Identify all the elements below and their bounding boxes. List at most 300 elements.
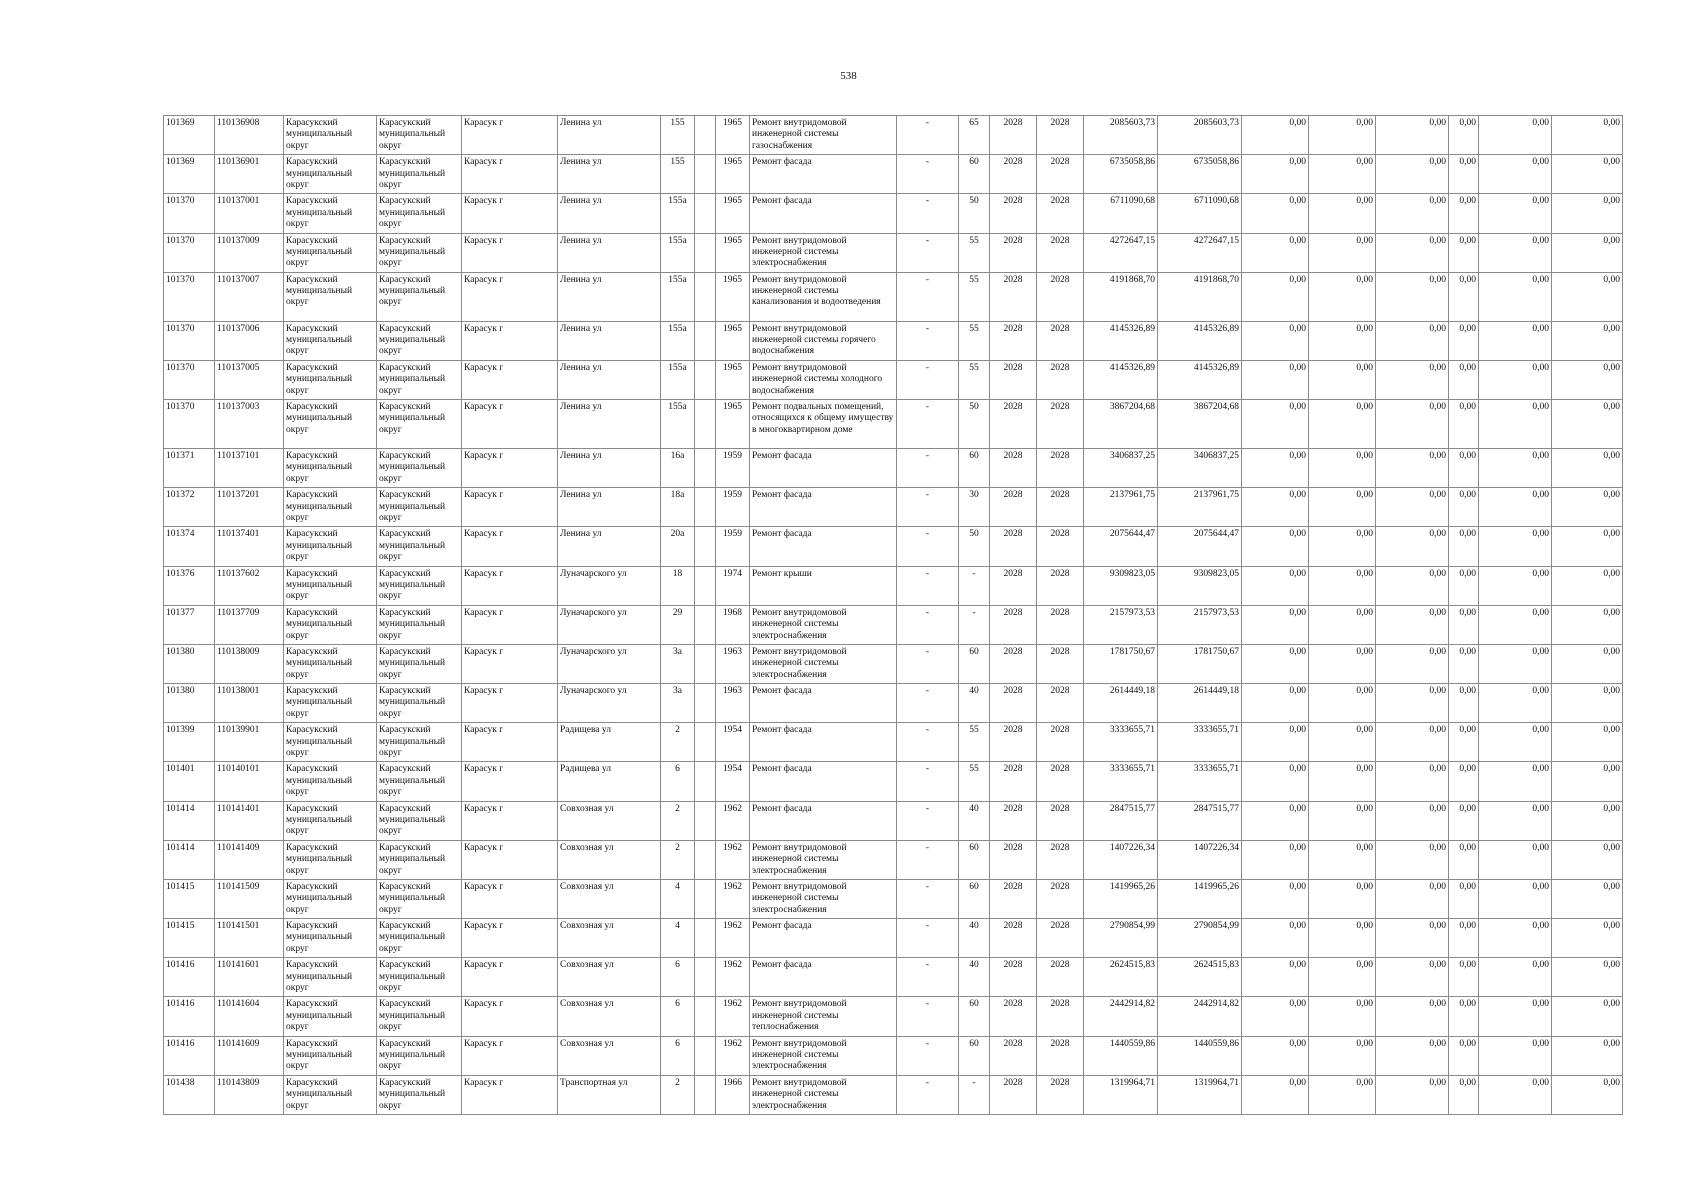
table-row [164, 321, 1623, 360]
cell-value-2: 0,00 [1309, 400, 1376, 449]
cell-value-4: 0,00 [1449, 566, 1479, 605]
cell-value-4: 0,00 [1449, 644, 1479, 683]
table-body [164, 116, 1623, 1115]
cell-cost-total: 3333655,71 [1084, 762, 1158, 801]
cell-value-6: 0,00 [1552, 194, 1623, 233]
cell-value-3: 0,00 [1376, 723, 1449, 762]
cell-blank [695, 449, 716, 488]
cell-value-3: 0,00 [1376, 194, 1449, 233]
cell-year-from: 2028 [990, 801, 1037, 840]
cell-wear: 50 [959, 400, 990, 449]
cell-town: Карасук г [462, 605, 558, 644]
cell-year-to: 2028 [1037, 723, 1084, 762]
cell-code: 110137201 [215, 488, 284, 527]
cell-value-1: 0,00 [1242, 155, 1309, 194]
cell-town: Карасук г [462, 997, 558, 1036]
cell-value-6: 0,00 [1552, 488, 1623, 527]
cell-dash: - [897, 400, 959, 449]
cell-value-2: 0,00 [1309, 449, 1376, 488]
cell-cost-fund: 3333655,71 [1158, 762, 1242, 801]
cell-value-6: 0,00 [1552, 605, 1623, 644]
cell-house: 155а [661, 321, 695, 360]
table-row [164, 1075, 1623, 1114]
cell-blank [695, 762, 716, 801]
cell-town: Карасук г [462, 801, 558, 840]
cell-year-from: 2028 [990, 840, 1037, 879]
cell-cost-fund: 4145326,89 [1158, 360, 1242, 399]
cell-dash: - [897, 360, 959, 399]
cell-year-to: 2028 [1037, 488, 1084, 527]
cell-value-2: 0,00 [1309, 801, 1376, 840]
cell-build-year: 1966 [716, 1075, 750, 1114]
cell-blank [695, 488, 716, 527]
cell-dash: - [897, 644, 959, 683]
cell-dash: - [897, 527, 959, 566]
cell-wear: 55 [959, 723, 990, 762]
cell-district: Карасукский муниципальный округ [284, 801, 377, 840]
cell-year-to: 2028 [1037, 116, 1084, 155]
cell-street: Ленина ул [558, 527, 661, 566]
cell-district: Карасукский муниципальный округ [284, 400, 377, 449]
cell-id: 101414 [164, 840, 215, 879]
cell-work-type: Ремонт внутридомовой инженерной системы электроснабжения [750, 879, 897, 918]
cell-value-5: 0,00 [1479, 879, 1552, 918]
table-row [164, 644, 1623, 683]
cell-build-year: 1965 [716, 400, 750, 449]
cell-value-4: 0,00 [1449, 840, 1479, 879]
cell-value-2: 0,00 [1309, 1075, 1376, 1114]
cell-build-year: 1954 [716, 762, 750, 801]
cell-value-4: 0,00 [1449, 762, 1479, 801]
cell-code: 110136901 [215, 155, 284, 194]
cell-cost-total: 6711090,68 [1084, 194, 1158, 233]
cell-street: Транспортная ул [558, 1075, 661, 1114]
cell-id: 101416 [164, 958, 215, 997]
cell-id: 101370 [164, 272, 215, 321]
cell-code: 110141609 [215, 1036, 284, 1075]
cell-street: Совхозная ул [558, 997, 661, 1036]
cell-value-6: 0,00 [1552, 997, 1623, 1036]
table-row [164, 566, 1623, 605]
cell-year-to: 2028 [1037, 762, 1084, 801]
cell-value-1: 0,00 [1242, 801, 1309, 840]
cell-year-to: 2028 [1037, 644, 1084, 683]
cell-value-4: 0,00 [1449, 527, 1479, 566]
cell-blank [695, 958, 716, 997]
cell-value-6: 0,00 [1552, 321, 1623, 360]
cell-work-type: Ремонт фасада [750, 527, 897, 566]
cell-district: Карасукский муниципальный округ [284, 360, 377, 399]
cell-cost-total: 3867204,68 [1084, 400, 1158, 449]
cell-code: 110137709 [215, 605, 284, 644]
cell-cost-total: 3333655,71 [1084, 723, 1158, 762]
cell-code: 110137009 [215, 233, 284, 272]
cell-dash: - [897, 116, 959, 155]
cell-cost-total: 2137961,75 [1084, 488, 1158, 527]
cell-code: 110137006 [215, 321, 284, 360]
cell-value-3: 0,00 [1376, 762, 1449, 801]
cell-wear: 55 [959, 321, 990, 360]
table-row [164, 762, 1623, 801]
cell-district: Карасукский муниципальный округ [284, 194, 377, 233]
table-row [164, 360, 1623, 399]
cell-town: Карасук г [462, 1036, 558, 1075]
cell-id: 101369 [164, 155, 215, 194]
cell-build-year: 1965 [716, 272, 750, 321]
cell-work-type: Ремонт фасада [750, 155, 897, 194]
cell-value-4: 0,00 [1449, 684, 1479, 723]
cell-street: Совхозная ул [558, 879, 661, 918]
cell-value-5: 0,00 [1479, 449, 1552, 488]
cell-wear: 50 [959, 527, 990, 566]
cell-value-2: 0,00 [1309, 527, 1376, 566]
cell-build-year: 1959 [716, 488, 750, 527]
cell-value-6: 0,00 [1552, 449, 1623, 488]
cell-value-1: 0,00 [1242, 958, 1309, 997]
cell-dash: - [897, 155, 959, 194]
cell-year-to: 2028 [1037, 155, 1084, 194]
cell-municipality: Карасукский муниципальный округ [377, 155, 462, 194]
cell-work-type: Ремонт фасада [750, 723, 897, 762]
cell-year-from: 2028 [990, 566, 1037, 605]
cell-house: 4 [661, 919, 695, 958]
cell-value-5: 0,00 [1479, 801, 1552, 840]
cell-street: Ленина ул [558, 272, 661, 321]
table-row [164, 116, 1623, 155]
cell-value-6: 0,00 [1552, 644, 1623, 683]
cell-value-6: 0,00 [1552, 400, 1623, 449]
cell-district: Карасукский муниципальный округ [284, 321, 377, 360]
cell-town: Карасук г [462, 958, 558, 997]
cell-build-year: 1959 [716, 527, 750, 566]
cell-town: Карасук г [462, 272, 558, 321]
table-row [164, 233, 1623, 272]
cell-value-6: 0,00 [1552, 723, 1623, 762]
cell-wear: 65 [959, 116, 990, 155]
cell-year-from: 2028 [990, 233, 1037, 272]
cell-value-1: 0,00 [1242, 449, 1309, 488]
cell-value-4: 0,00 [1449, 958, 1479, 997]
cell-value-6: 0,00 [1552, 762, 1623, 801]
cell-year-to: 2028 [1037, 1036, 1084, 1075]
cell-blank [695, 684, 716, 723]
cell-value-2: 0,00 [1309, 272, 1376, 321]
cell-id: 101415 [164, 919, 215, 958]
cell-street: Радищева ул [558, 723, 661, 762]
cell-year-to: 2028 [1037, 605, 1084, 644]
cell-district: Карасукский муниципальный округ [284, 233, 377, 272]
cell-value-2: 0,00 [1309, 233, 1376, 272]
cell-value-5: 0,00 [1479, 919, 1552, 958]
cell-value-5: 0,00 [1479, 155, 1552, 194]
cell-value-2: 0,00 [1309, 644, 1376, 683]
cell-value-1: 0,00 [1242, 723, 1309, 762]
cell-value-1: 0,00 [1242, 116, 1309, 155]
cell-municipality: Карасукский муниципальный округ [377, 605, 462, 644]
cell-value-5: 0,00 [1479, 488, 1552, 527]
cell-blank [695, 116, 716, 155]
cell-id: 101377 [164, 605, 215, 644]
cell-cost-fund: 3867204,68 [1158, 400, 1242, 449]
cell-value-3: 0,00 [1376, 605, 1449, 644]
cell-dash: - [897, 801, 959, 840]
table-row [164, 684, 1623, 723]
cell-district: Карасукский муниципальный округ [284, 723, 377, 762]
cell-id: 101416 [164, 997, 215, 1036]
cell-street: Ленина ул [558, 194, 661, 233]
cell-value-5: 0,00 [1479, 840, 1552, 879]
table-row [164, 879, 1623, 918]
cell-cost-total: 2790854,99 [1084, 919, 1158, 958]
cell-street: Ленина ул [558, 488, 661, 527]
cell-year-to: 2028 [1037, 801, 1084, 840]
cell-value-1: 0,00 [1242, 762, 1309, 801]
cell-house: 2 [661, 1075, 695, 1114]
cell-district: Карасукский муниципальный округ [284, 605, 377, 644]
cell-value-5: 0,00 [1479, 272, 1552, 321]
cell-municipality: Карасукский муниципальный округ [377, 684, 462, 723]
cell-municipality: Карасукский муниципальный округ [377, 1075, 462, 1114]
cell-id: 101369 [164, 116, 215, 155]
cell-town: Карасук г [462, 919, 558, 958]
cell-code: 110143809 [215, 1075, 284, 1114]
cell-municipality: Карасукский муниципальный округ [377, 272, 462, 321]
cell-house: 155а [661, 194, 695, 233]
cell-cost-total: 4145326,89 [1084, 321, 1158, 360]
cell-cost-total: 1440559,86 [1084, 1036, 1158, 1075]
cell-cost-fund: 3333655,71 [1158, 723, 1242, 762]
cell-value-2: 0,00 [1309, 958, 1376, 997]
cell-wear: 55 [959, 762, 990, 801]
cell-municipality: Карасукский муниципальный округ [377, 958, 462, 997]
cell-build-year: 1954 [716, 723, 750, 762]
cell-code: 110141509 [215, 879, 284, 918]
cell-street: Совхозная ул [558, 1036, 661, 1075]
cell-value-3: 0,00 [1376, 919, 1449, 958]
cell-year-from: 2028 [990, 644, 1037, 683]
table-row [164, 449, 1623, 488]
cell-district: Карасукский муниципальный округ [284, 684, 377, 723]
cell-build-year: 1962 [716, 801, 750, 840]
cell-dash: - [897, 233, 959, 272]
cell-house: 155 [661, 116, 695, 155]
cell-cost-fund: 2137961,75 [1158, 488, 1242, 527]
cell-value-3: 0,00 [1376, 1036, 1449, 1075]
cell-town: Карасук г [462, 762, 558, 801]
cell-district: Карасукский муниципальный округ [284, 116, 377, 155]
cell-house: 155а [661, 360, 695, 399]
cell-value-3: 0,00 [1376, 116, 1449, 155]
cell-value-2: 0,00 [1309, 919, 1376, 958]
cell-town: Карасук г [462, 1075, 558, 1114]
cell-wear: 55 [959, 360, 990, 399]
cell-work-type: Ремонт фасада [750, 919, 897, 958]
cell-dash: - [897, 449, 959, 488]
cell-year-to: 2028 [1037, 997, 1084, 1036]
cell-dash: - [897, 684, 959, 723]
cell-blank [695, 801, 716, 840]
cell-build-year: 1965 [716, 116, 750, 155]
cell-house: 155а [661, 233, 695, 272]
cell-value-5: 0,00 [1479, 400, 1552, 449]
cell-value-1: 0,00 [1242, 684, 1309, 723]
cell-id: 101401 [164, 762, 215, 801]
cell-wear: - [959, 566, 990, 605]
cell-cost-total: 3406837,25 [1084, 449, 1158, 488]
cell-municipality: Карасукский муниципальный округ [377, 644, 462, 683]
cell-code: 110138001 [215, 684, 284, 723]
cell-cost-fund: 2614449,18 [1158, 684, 1242, 723]
cell-cost-fund: 4191868,70 [1158, 272, 1242, 321]
cell-town: Карасук г [462, 684, 558, 723]
cell-town: Карасук г [462, 116, 558, 155]
cell-value-1: 0,00 [1242, 360, 1309, 399]
cell-wear: 60 [959, 1036, 990, 1075]
cell-build-year: 1965 [716, 321, 750, 360]
cell-value-1: 0,00 [1242, 400, 1309, 449]
cell-work-type: Ремонт внутридомовой инженерной системы газоснабжения [750, 116, 897, 155]
cell-value-4: 0,00 [1449, 449, 1479, 488]
cell-cost-fund: 1407226,34 [1158, 840, 1242, 879]
cell-value-1: 0,00 [1242, 1036, 1309, 1075]
cell-work-type: Ремонт внутридомовой инженерной системы электроснабжения [750, 840, 897, 879]
cell-cost-fund: 1781750,67 [1158, 644, 1242, 683]
cell-year-from: 2028 [990, 762, 1037, 801]
cell-wear: - [959, 1075, 990, 1114]
cell-year-from: 2028 [990, 1036, 1037, 1075]
cell-value-1: 0,00 [1242, 997, 1309, 1036]
cell-work-type: Ремонт внутридомовой инженерной системы теплоснабжения [750, 997, 897, 1036]
cell-street: Луначарского ул [558, 684, 661, 723]
cell-street: Ленина ул [558, 321, 661, 360]
cell-value-5: 0,00 [1479, 605, 1552, 644]
cell-wear: 60 [959, 644, 990, 683]
cell-district: Карасукский муниципальный округ [284, 762, 377, 801]
cell-street: Ленина ул [558, 449, 661, 488]
cell-municipality: Карасукский муниципальный округ [377, 840, 462, 879]
cell-id: 101370 [164, 194, 215, 233]
cell-year-to: 2028 [1037, 449, 1084, 488]
cell-id: 101414 [164, 801, 215, 840]
cell-blank [695, 919, 716, 958]
cell-cost-fund: 1419965,26 [1158, 879, 1242, 918]
cell-house: 2 [661, 840, 695, 879]
cell-value-6: 0,00 [1552, 566, 1623, 605]
page-number: 538 [840, 70, 857, 82]
cell-wear: 60 [959, 879, 990, 918]
cell-value-3: 0,00 [1376, 527, 1449, 566]
cell-year-from: 2028 [990, 155, 1037, 194]
cell-build-year: 1963 [716, 684, 750, 723]
cell-value-4: 0,00 [1449, 233, 1479, 272]
cell-value-2: 0,00 [1309, 360, 1376, 399]
cell-blank [695, 605, 716, 644]
cell-year-to: 2028 [1037, 233, 1084, 272]
cell-id: 101374 [164, 527, 215, 566]
cell-town: Карасук г [462, 488, 558, 527]
cell-value-5: 0,00 [1479, 194, 1552, 233]
cell-blank [695, 566, 716, 605]
table-row [164, 527, 1623, 566]
cell-code: 110141604 [215, 997, 284, 1036]
cell-value-2: 0,00 [1309, 116, 1376, 155]
cell-id: 101438 [164, 1075, 215, 1114]
cell-blank [695, 723, 716, 762]
cell-code: 110137003 [215, 400, 284, 449]
cell-town: Карасук г [462, 449, 558, 488]
cell-street: Луначарского ул [558, 566, 661, 605]
cell-municipality: Карасукский муниципальный округ [377, 566, 462, 605]
cell-value-4: 0,00 [1449, 488, 1479, 527]
cell-value-6: 0,00 [1552, 840, 1623, 879]
cell-year-from: 2028 [990, 272, 1037, 321]
repair-register-table [163, 115, 1623, 1115]
cell-municipality: Карасукский муниципальный округ [377, 801, 462, 840]
cell-dash: - [897, 605, 959, 644]
cell-house: 6 [661, 762, 695, 801]
cell-blank [695, 360, 716, 399]
cell-municipality: Карасукский муниципальный округ [377, 449, 462, 488]
table-row [164, 958, 1623, 997]
cell-year-to: 2028 [1037, 684, 1084, 723]
cell-value-1: 0,00 [1242, 605, 1309, 644]
cell-value-4: 0,00 [1449, 1075, 1479, 1114]
cell-house: 6 [661, 1036, 695, 1075]
cell-work-type: Ремонт внутридомовой инженерной системы электроснабжения [750, 1075, 897, 1114]
table-row [164, 605, 1623, 644]
cell-blank [695, 272, 716, 321]
cell-district: Карасукский муниципальный округ [284, 1075, 377, 1114]
cell-year-to: 2028 [1037, 1075, 1084, 1114]
cell-build-year: 1965 [716, 360, 750, 399]
cell-id: 101370 [164, 360, 215, 399]
cell-value-2: 0,00 [1309, 605, 1376, 644]
cell-id: 101399 [164, 723, 215, 762]
cell-code: 110137007 [215, 272, 284, 321]
cell-value-2: 0,00 [1309, 194, 1376, 233]
cell-value-5: 0,00 [1479, 1075, 1552, 1114]
table-row [164, 400, 1623, 449]
cell-wear: - [959, 605, 990, 644]
cell-wear: 60 [959, 997, 990, 1036]
cell-year-to: 2028 [1037, 321, 1084, 360]
cell-municipality: Карасукский муниципальный округ [377, 1036, 462, 1075]
cell-value-4: 0,00 [1449, 400, 1479, 449]
cell-cost-total: 1319964,71 [1084, 1075, 1158, 1114]
cell-blank [695, 527, 716, 566]
cell-municipality: Карасукский муниципальный округ [377, 233, 462, 272]
cell-year-from: 2028 [990, 723, 1037, 762]
cell-wear: 60 [959, 449, 990, 488]
cell-value-4: 0,00 [1449, 155, 1479, 194]
cell-work-type: Ремонт фасада [750, 449, 897, 488]
cell-value-5: 0,00 [1479, 644, 1552, 683]
cell-value-3: 0,00 [1376, 801, 1449, 840]
cell-blank [695, 194, 716, 233]
cell-blank [695, 840, 716, 879]
cell-value-2: 0,00 [1309, 997, 1376, 1036]
cell-code: 110141401 [215, 801, 284, 840]
cell-year-to: 2028 [1037, 919, 1084, 958]
cell-house: 20а [661, 527, 695, 566]
cell-cost-fund: 2847515,77 [1158, 801, 1242, 840]
cell-value-6: 0,00 [1552, 360, 1623, 399]
cell-blank [695, 233, 716, 272]
cell-value-3: 0,00 [1376, 272, 1449, 321]
cell-value-6: 0,00 [1552, 1075, 1623, 1114]
cell-year-to: 2028 [1037, 272, 1084, 321]
cell-value-3: 0,00 [1376, 644, 1449, 683]
